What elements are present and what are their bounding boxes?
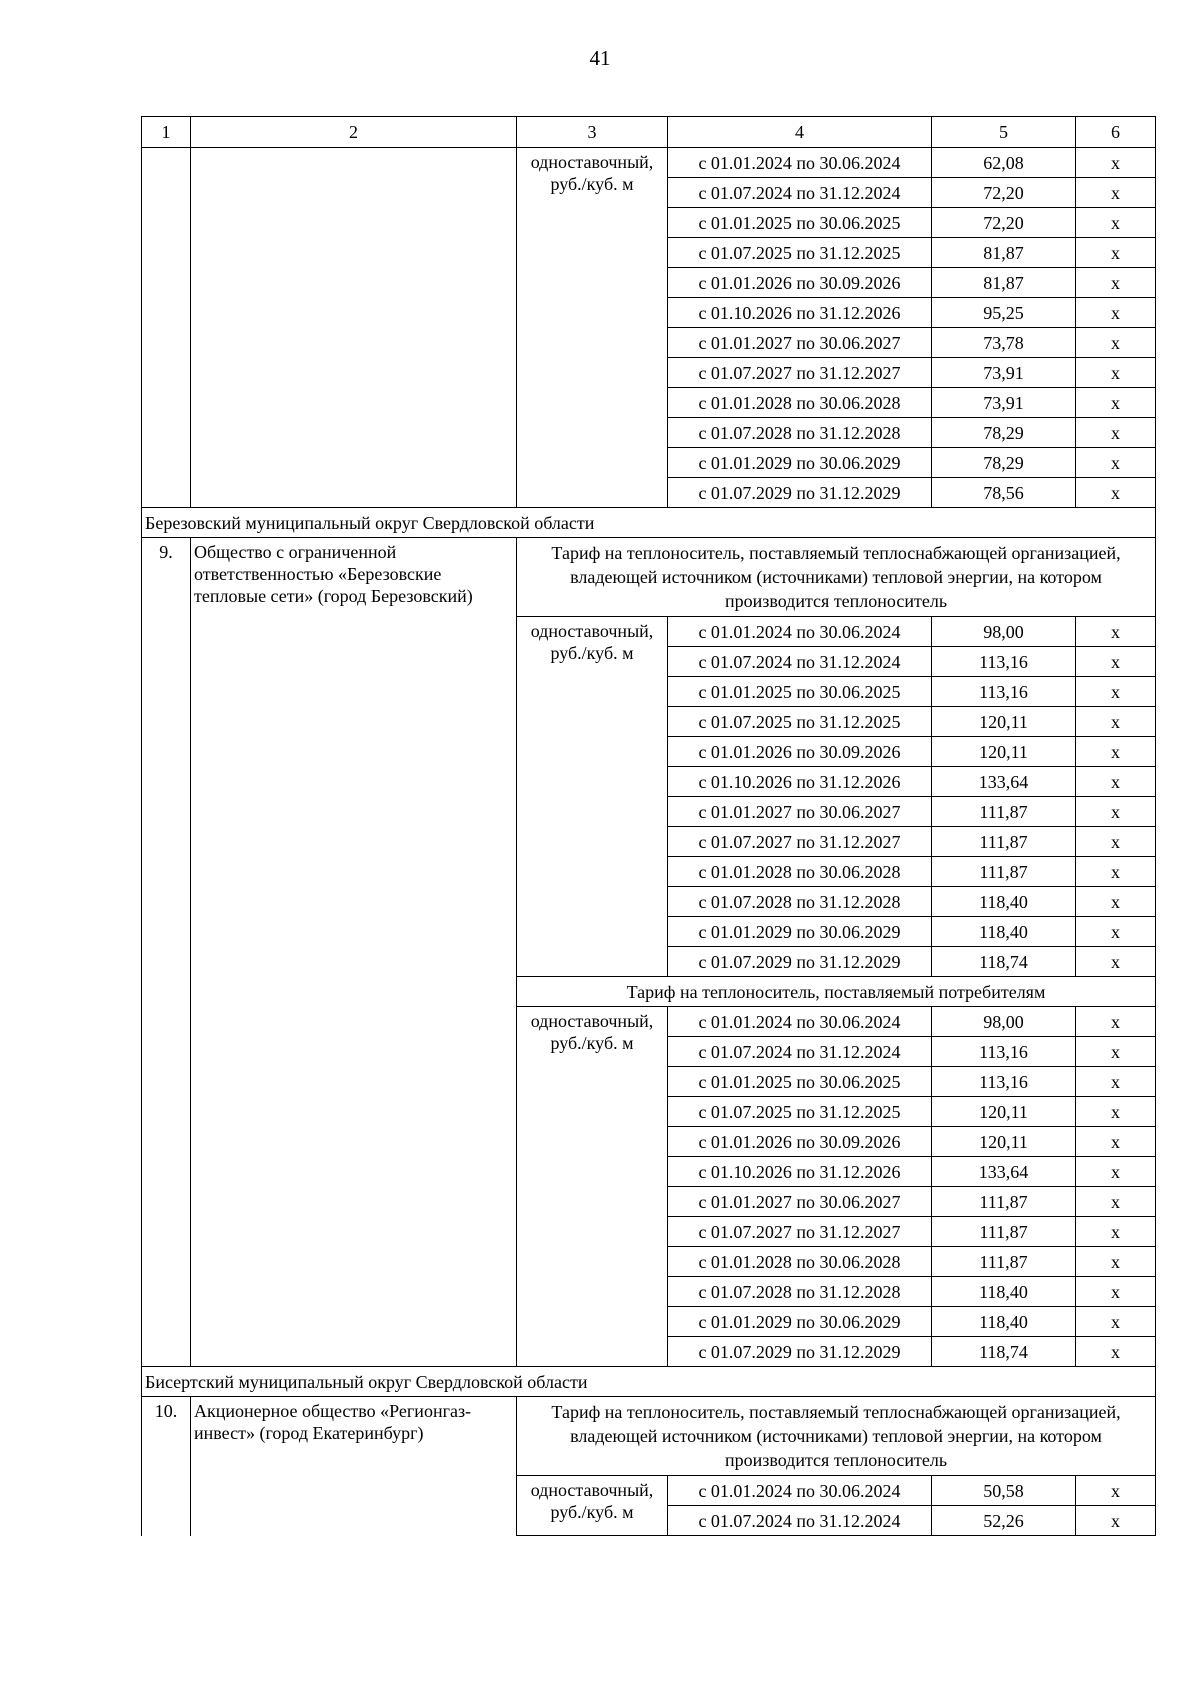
mark-cell: х [1076,418,1156,448]
period-cell: с 01.07.2025 по 31.12.2025 [668,707,932,737]
mark-cell: х [1076,328,1156,358]
mark-cell: х [1076,268,1156,298]
mark-cell: х [1076,887,1156,917]
mark-cell: х [1076,797,1156,827]
mark-cell: х [1076,1127,1156,1157]
value-cell: 52,26 [932,1506,1076,1536]
value-cell: 118,40 [932,917,1076,947]
mark-cell: х [1076,917,1156,947]
entry-number-cell [142,148,191,508]
value-cell: 98,00 [932,617,1076,647]
period-cell: с 01.07.2028 по 31.12.2028 [668,887,932,917]
period-cell: с 01.01.2024 по 30.06.2024 [668,1476,932,1506]
mark-cell: х [1076,647,1156,677]
value-cell: 72,20 [932,208,1076,238]
tariff-type-cell: одноставочный, руб./куб. м [517,1476,668,1536]
period-cell: с 01.07.2029 по 31.12.2029 [668,1337,932,1367]
period-cell: с 01.01.2025 по 30.06.2025 [668,208,932,238]
period-cell: с 01.01.2027 по 30.06.2027 [668,1187,932,1217]
entry-number: 9. [142,538,191,1367]
tariff-type-cell: одноставочный, руб./куб. м [517,617,668,977]
period-cell: с 01.10.2026 по 31.12.2026 [668,1157,932,1187]
mark-cell: х [1076,1247,1156,1277]
column-header-1: 1 [142,117,191,148]
period-cell: с 01.01.2026 по 30.09.2026 [668,737,932,767]
mark-cell: х [1076,857,1156,887]
organization-name: Общество с ограниченной ответственностью «Березовские тепловые сети» (город Березовский) [191,538,517,1367]
mark-cell: х [1076,617,1156,647]
mark-cell: х [1076,1097,1156,1127]
mark-cell: х [1076,1187,1156,1217]
period-cell: с 01.07.2025 по 31.12.2025 [668,1097,932,1127]
value-cell: 133,64 [932,1157,1076,1187]
value-cell: 78,29 [932,448,1076,478]
section-title: Тариф на теплоноситель, поставляемый теплоснабжающей организацией, владеющей источником (источниками) тепловой энергии, на котором производится теплоноситель [517,1397,1156,1476]
column-header-5: 5 [932,117,1076,148]
period-cell: с 01.01.2027 по 30.06.2027 [668,797,932,827]
mark-cell: х [1076,358,1156,388]
value-cell: 118,40 [932,1277,1076,1307]
mark-cell: х [1076,707,1156,737]
entry-number: 10. [142,1397,191,1536]
region-title: Бисертский муниципальный округ Свердловской области [142,1367,1156,1397]
value-cell: 111,87 [932,1217,1076,1247]
period-cell: с 01.07.2027 по 31.12.2027 [668,827,932,857]
mark-cell: х [1076,178,1156,208]
column-header-4: 4 [668,117,932,148]
mark-cell: х [1076,1157,1156,1187]
value-cell: 50,58 [932,1476,1076,1506]
value-cell: 81,87 [932,268,1076,298]
mark-cell: х [1076,737,1156,767]
period-cell: с 01.07.2028 по 31.12.2028 [668,418,932,448]
period-cell: с 01.07.2024 по 31.12.2024 [668,647,932,677]
header-row [142,117,1156,148]
value-cell: 78,56 [932,478,1076,508]
period-cell: с 01.01.2027 по 30.06.2027 [668,328,932,358]
value-cell: 120,11 [932,707,1076,737]
value-cell: 73,91 [932,358,1076,388]
mark-cell: х [1076,238,1156,268]
section-title-row [142,538,1156,617]
mark-cell: х [1076,1476,1156,1506]
period-cell: с 01.01.2025 по 30.06.2025 [668,1067,932,1097]
period-cell: с 01.07.2024 по 31.12.2024 [668,1037,932,1067]
tariff-type-cell: одноставочный, руб./куб. м [517,148,668,508]
mark-cell: х [1076,208,1156,238]
mark-cell: х [1076,1337,1156,1367]
mark-cell: х [1076,478,1156,508]
period-cell: с 01.01.2024 по 30.06.2024 [668,617,932,647]
period-cell: с 01.01.2024 по 30.06.2024 [668,148,932,178]
value-cell: 111,87 [932,827,1076,857]
mark-cell: х [1076,1037,1156,1067]
column-header-2: 2 [191,117,517,148]
period-cell: с 01.07.2027 по 31.12.2027 [668,358,932,388]
mark-cell: х [1076,298,1156,328]
period-cell: с 01.07.2029 по 31.12.2029 [668,478,932,508]
mark-cell: х [1076,1067,1156,1097]
mark-cell: х [1076,677,1156,707]
column-header-6: 6 [1076,117,1156,148]
table-row [142,148,1156,178]
value-cell: 95,25 [932,298,1076,328]
period-cell: с 01.07.2027 по 31.12.2027 [668,1217,932,1247]
mark-cell: х [1076,1506,1156,1536]
value-cell: 113,16 [932,677,1076,707]
value-cell: 113,16 [932,1067,1076,1097]
value-cell: 113,16 [932,1037,1076,1067]
period-cell: с 01.01.2028 по 30.06.2028 [668,388,932,418]
period-cell: с 01.07.2024 по 31.12.2024 [668,178,932,208]
period-cell: с 01.01.2029 по 30.06.2029 [668,1307,932,1337]
value-cell: 118,40 [932,887,1076,917]
period-cell: с 01.10.2026 по 31.12.2026 [668,767,932,797]
period-cell: с 01.10.2026 по 31.12.2026 [668,298,932,328]
mark-cell: х [1076,448,1156,478]
mark-cell: х [1076,388,1156,418]
tariff-type-cell: одноставочный, руб./куб. м [517,1007,668,1367]
value-cell: 113,16 [932,647,1076,677]
value-cell: 111,87 [932,1247,1076,1277]
region-title: Березовский муниципальный округ Свердловской области [142,508,1156,538]
section-title: Тариф на теплоноситель, поставляемый теплоснабжающей организацией, владеющей источником (источниками) тепловой энергии, на котором производится теплоноситель [517,538,1156,617]
mark-cell: х [1076,1277,1156,1307]
period-cell: с 01.01.2025 по 30.06.2025 [668,677,932,707]
period-cell: с 01.07.2029 по 31.12.2029 [668,947,932,977]
value-cell: 81,87 [932,238,1076,268]
value-cell: 111,87 [932,1187,1076,1217]
value-cell: 73,78 [932,328,1076,358]
period-cell: с 01.01.2026 по 30.09.2026 [668,1127,932,1157]
value-cell: 118,74 [932,1337,1076,1367]
mark-cell: х [1076,1307,1156,1337]
value-cell: 62,08 [932,148,1076,178]
organization-cell [191,148,517,508]
value-cell: 120,11 [932,1097,1076,1127]
value-cell: 73,91 [932,388,1076,418]
mark-cell: х [1076,947,1156,977]
value-cell: 111,87 [932,857,1076,887]
period-cell: с 01.01.2029 по 30.06.2029 [668,917,932,947]
mark-cell: х [1076,148,1156,178]
period-cell: с 01.07.2025 по 31.12.2025 [668,238,932,268]
value-cell: 72,20 [932,178,1076,208]
column-header-3: 3 [517,117,668,148]
period-cell: с 01.01.2028 по 30.06.2028 [668,1247,932,1277]
organization-name: Акционерное общество «Регионгаз-инвест» (город Екатеринбург) [191,1397,517,1536]
value-cell: 111,87 [932,797,1076,827]
value-cell: 78,29 [932,418,1076,448]
page-number: 41 [589,46,611,70]
period-cell: с 01.01.2024 по 30.06.2024 [668,1007,932,1037]
section-title: Тариф на теплоноситель, поставляемый потребителям [517,977,1156,1007]
value-cell: 118,74 [932,947,1076,977]
mark-cell: х [1076,1217,1156,1247]
period-cell: с 01.07.2028 по 31.12.2028 [668,1277,932,1307]
period-cell: с 01.01.2029 по 30.06.2029 [668,448,932,478]
period-cell: с 01.01.2028 по 30.06.2028 [668,857,932,887]
period-cell: с 01.07.2024 по 31.12.2024 [668,1506,932,1536]
period-cell: с 01.01.2026 по 30.09.2026 [668,268,932,298]
section-title-row [142,1397,1156,1476]
tariff-table [141,116,1156,1536]
mark-cell: х [1076,1007,1156,1037]
mark-cell: х [1076,767,1156,797]
value-cell: 133,64 [932,767,1076,797]
value-cell: 118,40 [932,1307,1076,1337]
value-cell: 98,00 [932,1007,1076,1037]
region-row [142,1367,1156,1397]
region-row [142,508,1156,538]
value-cell: 120,11 [932,1127,1076,1157]
value-cell: 120,11 [932,737,1076,767]
mark-cell: х [1076,827,1156,857]
